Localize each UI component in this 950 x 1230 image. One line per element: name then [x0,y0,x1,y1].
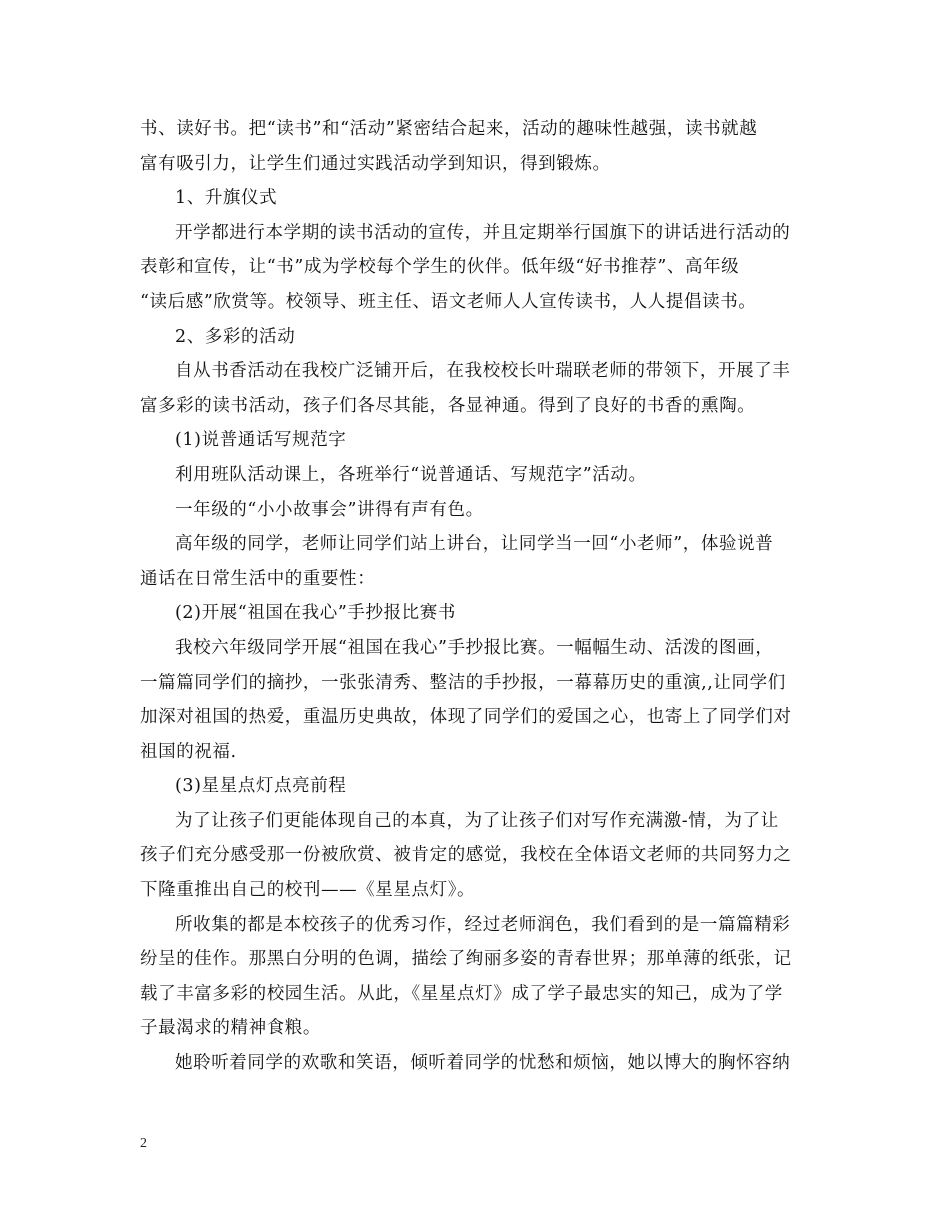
body-text [140,112,812,1081]
paragraph-line: 富有吸引力，让学生们通过实践活动学到知识，得到锻炼。 [140,153,611,174]
subsection-heading: (2)开展“祖国在我心”手抄报比赛书 [175,603,456,624]
paragraph-line: 她聆听着同学的欢歌和笑语，倾听着同学的忧愁和烦恼，她以博大的胸怀容纳 [175,1053,791,1074]
paragraph-line: 富多彩的读书活动，孩子们各尽其能，各显神通。得到了良好的书香的熏陶。 [140,395,756,416]
page-number: 2 [140,1136,147,1151]
paragraph-line: “读后感”欣赏等。校领导、班主任、语文老师人人宣传读书，人人提倡读书。 [140,291,757,312]
paragraph-line: 为了让孩子们更能体现自己的本真，为了让孩子们对写作充满激-情，为了让 [175,810,779,831]
paragraph-line: 我校六年级同学开展“祖国在我心”手抄报比赛。一幅幅生动、活泼的图画， [175,637,774,658]
paragraph-line: 子最渴求的精神食粮。 [140,1018,321,1039]
paragraph-line: 通话在日常生活中的重要性： [140,568,376,589]
paragraph-line: 开学都进行本学期的读书活动的宣传，并且定期举行国旗下的讲话进行活动的 [175,222,791,243]
subsection-heading: (3)星星点灯点亮前程 [175,776,347,797]
paragraph-line: 孩子们充分感受那一份被欣赏、被肯定的感觉，我校在全体语文老师的共同努力之 [140,845,792,866]
subsection-heading: (1)说普通话写规范字 [175,430,347,451]
paragraph-line: 表彰和宣传，让“书”成为学校每个学生的伙伴。低年级“好书推荐”、高年级 [140,257,740,278]
section-heading: 1、升旗仪式 [175,188,278,209]
section-heading: 2、多彩的活动 [175,326,296,347]
paragraph-line: 下隆重推出自己的校刊——《星星点灯》。 [140,880,476,901]
paragraph-line: 一篇篇同学们的摘抄，一张张清秀、整洁的手抄报，一幕幕历史的重演,,让同学们 [140,672,786,693]
paragraph-line: 所收集的都是本校孩子的优秀习作，经过老师润色，我们看到的是一篇篇精彩 [175,914,791,935]
paragraph-line: 祖国的祝福. [140,741,237,762]
paragraph-line: 书、读好书。把“读书”和“活动”紧密结合起来，活动的趣味性越强，读书就越 [140,119,758,139]
paragraph-line: 加深对祖国的热爱，重温历史典故，体现了同学们的爱国之心，也寄上了同学们对 [140,707,792,728]
paragraph-line: 利用班队活动课上，各班举行“说普通话、写规范字”活动。 [175,464,647,485]
paragraph-line: 一年级的“小小故事会”讲得有声有色。 [175,499,484,520]
paragraph-line: 高年级的同学，老师让同学们站上讲台，让同学当一回“小老师”，体验说普 [175,534,774,555]
paragraph-line: 纷呈的佳作。那黑白分明的色调，描绘了绚丽多姿的青春世界；那单薄的纸张，记 [140,949,792,970]
paragraph-line: 载了丰富多彩的校园生活。从此，《星星点灯》成了学子最忠实的知己，成为了学 [140,983,783,1004]
paragraph-line: 自从书香活动在我校广泛铺开后，在我校校长叶瑞联老师的带领下，开展了丰 [175,361,791,382]
